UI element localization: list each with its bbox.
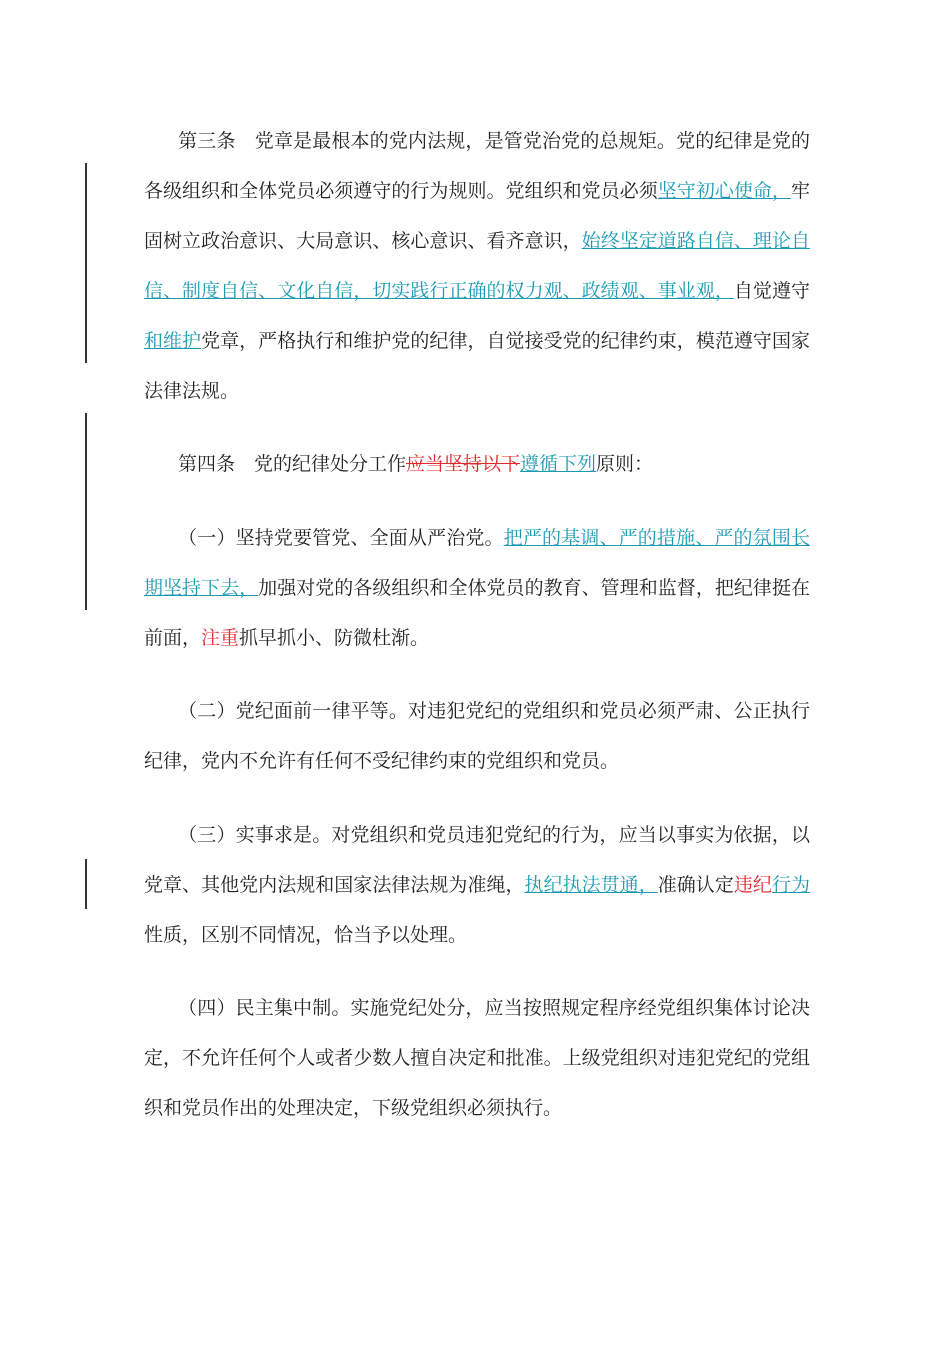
principle-3-paragraph xyxy=(144,810,810,960)
principle-2-paragraph xyxy=(144,686,810,786)
principle-3-text: 准确认定 xyxy=(657,874,734,896)
principle-4-text: （四）民主集中制。实施党纪处分，应当按照规定程序经党组织集体讨论决定，不允许任何个人或者少数人擅自决定和批准。上级党组织对违犯党纪的党组织和党员作出的处理决定，下级党组织必须执行。 xyxy=(144,997,810,1119)
principle-1-text: （一）坚持党要管党、全面从严治党。 xyxy=(178,527,504,549)
article-3-text: 牢固树立政治意识、大局意识、核心意识、看齐意识， xyxy=(144,180,810,252)
modified-text: 违纪 xyxy=(733,874,772,896)
article-3-text: 自觉遵守 xyxy=(733,280,810,302)
article-4-paragraph xyxy=(144,439,810,489)
principle-4-paragraph xyxy=(144,983,810,1133)
inserted-text: 行为 xyxy=(771,874,810,896)
principle-2-text: （二）党纪面前一律平等。对违犯党纪的党组织和党员必须严肃、公正执行纪律，党内不允许有任何不受纪律约束的党组织和党员。 xyxy=(144,700,810,772)
modified-text: 注重 xyxy=(201,627,240,649)
inserted-text: 坚守初心使命， xyxy=(657,180,791,202)
inserted-text: 始终坚定道路自信、理论自信、制度自信、文化自信，切实践行正确的权力观、政绩观、事业观， xyxy=(144,230,810,302)
article-3-text: 第三条 党章是最根本的党内法规，是管党治党的总规矩。党的纪律是党的各级组织和全体党员必须遵守的行为规则。党组织和党员必须 xyxy=(144,130,810,202)
principle-3-text: （三）实事求是。对党组织和党员违犯党纪的行为，应当以事实为依据，以党章、其他党内法规和国家法律法规为准绳， xyxy=(144,824,810,896)
principle-1-text: 加强对党的各级组织和全体党员的教育、管理和监督，把纪律挺在前面， xyxy=(144,577,810,649)
deleted-text: 应当坚持以下 xyxy=(406,453,521,475)
inserted-text: 把严的基调、严的措施、严的氛围长期坚持下去， xyxy=(144,527,810,599)
principle-1-text: 抓早抓小、防微杜渐。 xyxy=(239,627,430,649)
change-bar xyxy=(85,859,87,909)
inserted-text: 和维护 xyxy=(144,330,202,352)
article-3-text: 党章，严格执行和维护党的纪律，自觉接受党的纪律约束，模范遵守国家法律法规。 xyxy=(144,330,810,402)
inserted-text: 遵循下列 xyxy=(520,453,597,475)
article-4-text: 原则： xyxy=(596,453,654,475)
change-bar xyxy=(85,413,87,610)
principle-1-paragraph xyxy=(144,513,810,663)
article-3-paragraph xyxy=(144,116,810,416)
principle-3-text: 性质，区别不同情况，恰当予以处理。 xyxy=(144,924,468,946)
change-bar xyxy=(85,163,87,363)
article-4-text: 第四条 党的纪律处分工作 xyxy=(178,453,407,475)
inserted-text: 执纪执法贯通， xyxy=(524,874,658,896)
